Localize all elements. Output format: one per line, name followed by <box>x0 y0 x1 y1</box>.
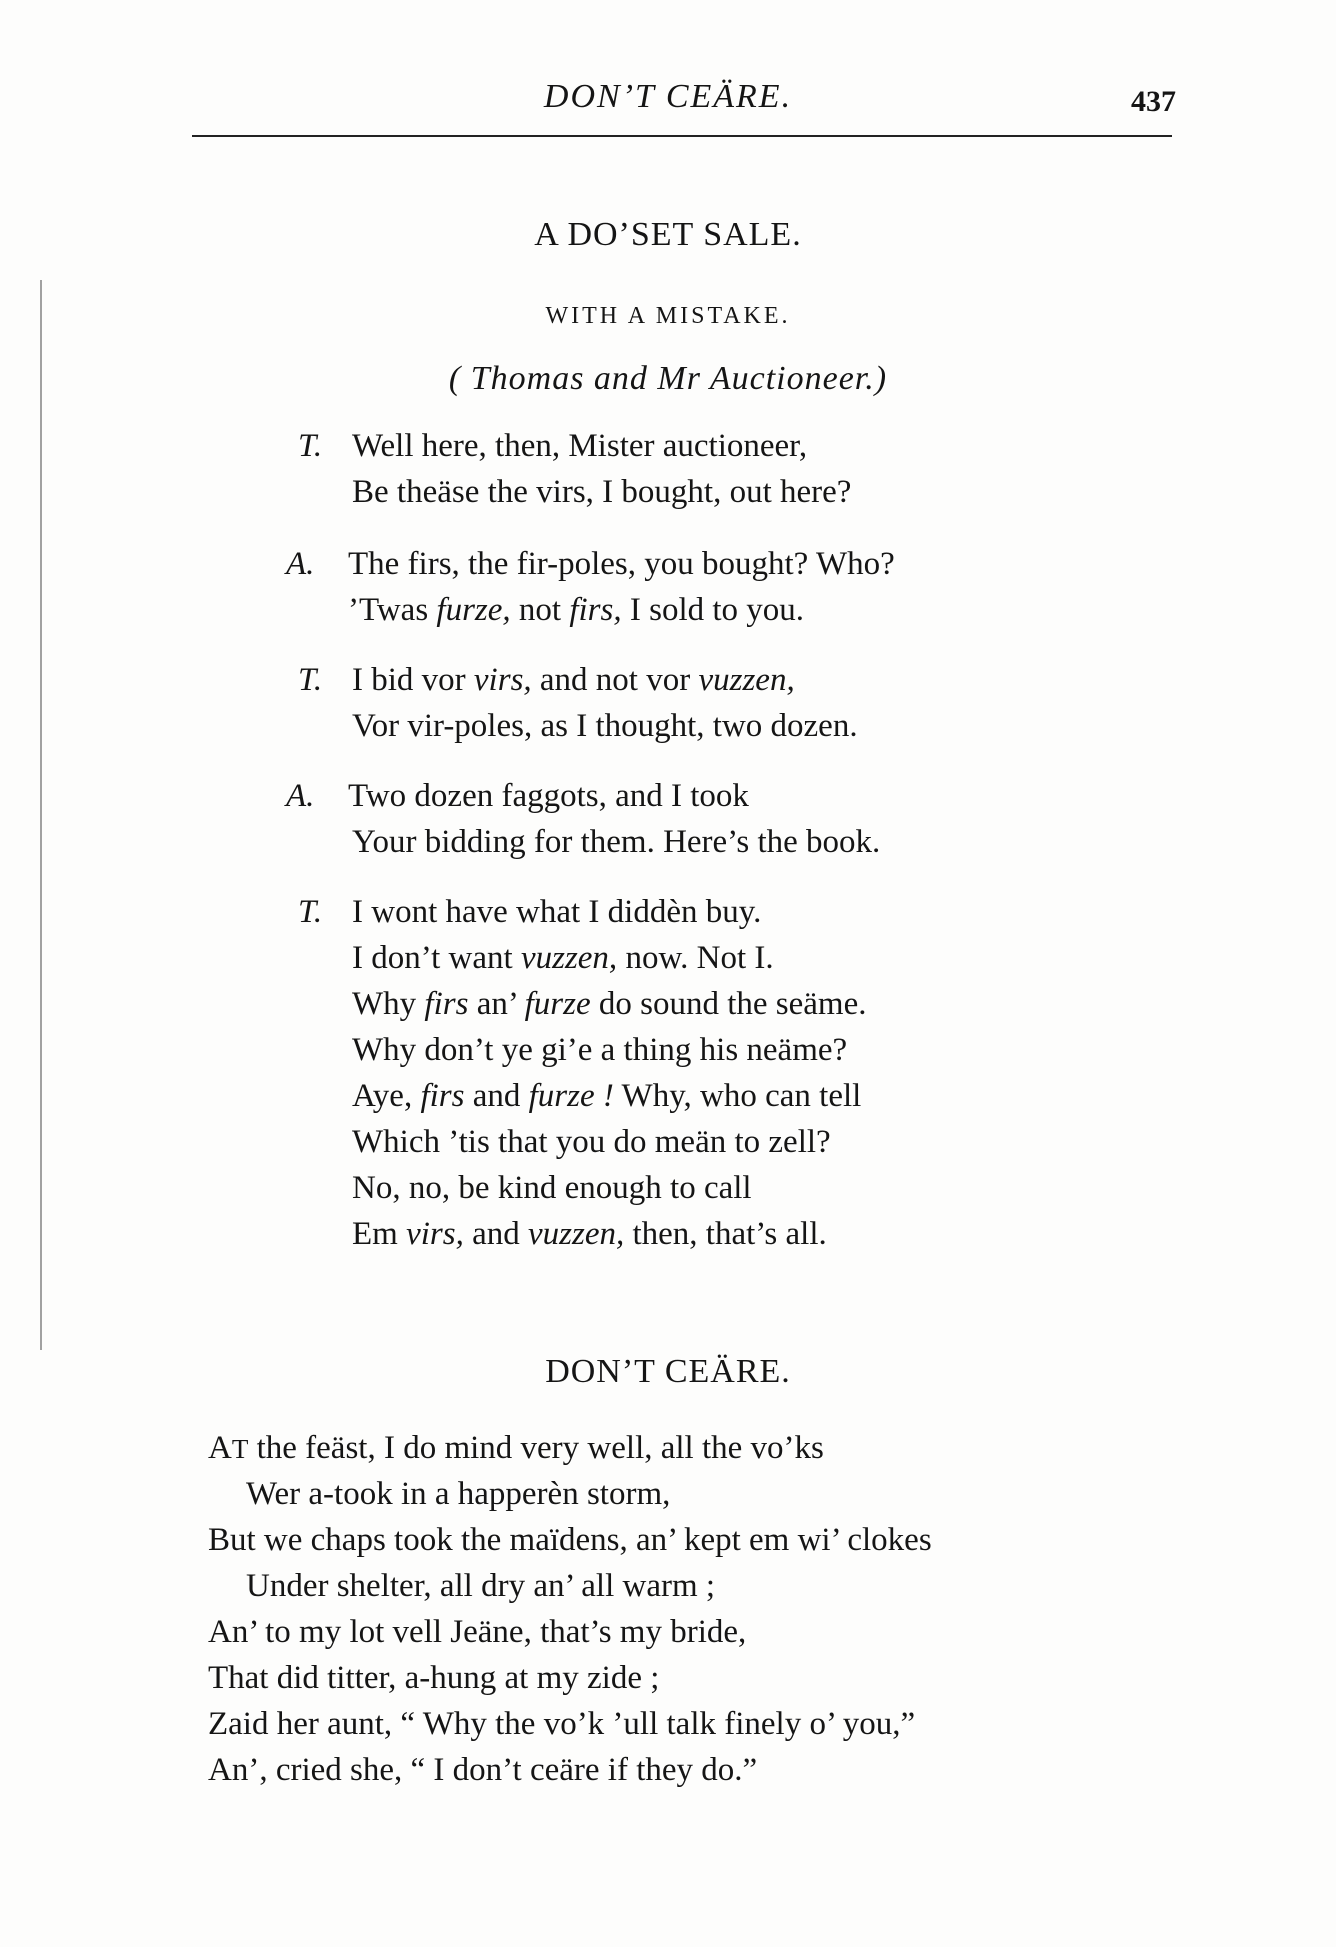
speaker-label: T. <box>298 662 323 698</box>
speaker-label: T. <box>298 894 323 930</box>
header-rule <box>192 135 1172 137</box>
verse-line: Why don’t ye gi’e a thing his neäme? <box>352 1032 848 1068</box>
verse-line: AT the feäst, I do mind very well, all the vo’ks <box>208 1430 824 1466</box>
poem-title: A DO’SET SALE. <box>534 216 802 253</box>
verse-line: No, no, be kind enough to call <box>352 1170 752 1206</box>
verse-line: Well here, then, Mister auctioneer, <box>352 428 808 464</box>
drop-initial: A <box>208 1430 232 1466</box>
scan-edge-mark <box>40 280 42 1350</box>
running-title: DON’T CEÄRE. <box>543 78 793 115</box>
verse-line: Vor vir-poles, as I thought, two dozen. <box>352 708 858 744</box>
verse-line: That did titter, a-hung at my zide ; <box>208 1660 660 1696</box>
verse-line: An’, cried she, “ I don’t ceäre if they do.” <box>208 1752 758 1788</box>
verse-line: An’ to my lot vell Jeäne, that’s my bride, <box>208 1614 747 1650</box>
verse-line: The firs, the fir-poles, you bought? Who? <box>348 546 895 582</box>
verse-line: Be theäse the virs, I bought, out here? <box>352 474 852 510</box>
verse-line: I bid vor virs, and not vor vuzzen, <box>352 662 795 698</box>
verse-line: Your bidding for them. Here’s the book. <box>352 824 881 860</box>
verse-line: Two dozen faggots, and I took <box>348 778 749 814</box>
verse-line: Aye, firs and furze ! Why, who can tell <box>352 1078 862 1114</box>
verse-line: I wont have what I diddèn buy. <box>352 894 762 930</box>
speaker-label: A. <box>286 546 315 582</box>
dramatis-personae: ( Thomas and Mr Auctioneer.) <box>448 360 888 397</box>
verse-line: Which ’tis that you do meän to zell? <box>352 1124 831 1160</box>
verse-line: ’Twas furze, not firs, I sold to you. <box>348 592 805 628</box>
poem-title: DON’T CEÄRE. <box>545 1353 791 1390</box>
speaker-label: A. <box>286 778 315 814</box>
verse-line: Em virs, and vuzzen, then, that’s all. <box>352 1216 827 1252</box>
verse-line: Zaid her aunt, “ Why the vo’k ’ull talk finely o’ you,” <box>208 1706 916 1742</box>
poem-subtitle: WITH A MISTAKE. <box>545 303 791 329</box>
verse-line: Under shelter, all dry an’ all warm ; <box>246 1568 716 1604</box>
verse-line: Wer a-took in a happerèn storm, <box>246 1476 671 1512</box>
verse-line: Why firs an’ furze do sound the seäme. <box>352 986 867 1022</box>
verse-line: But we chaps took the maïdens, an’ kept em wi’ clokes <box>208 1522 932 1558</box>
page-number: 437 <box>1131 85 1176 118</box>
speaker-label: T. <box>298 428 323 464</box>
verse-line: I don’t want vuzzen, now. Not I. <box>352 940 774 976</box>
